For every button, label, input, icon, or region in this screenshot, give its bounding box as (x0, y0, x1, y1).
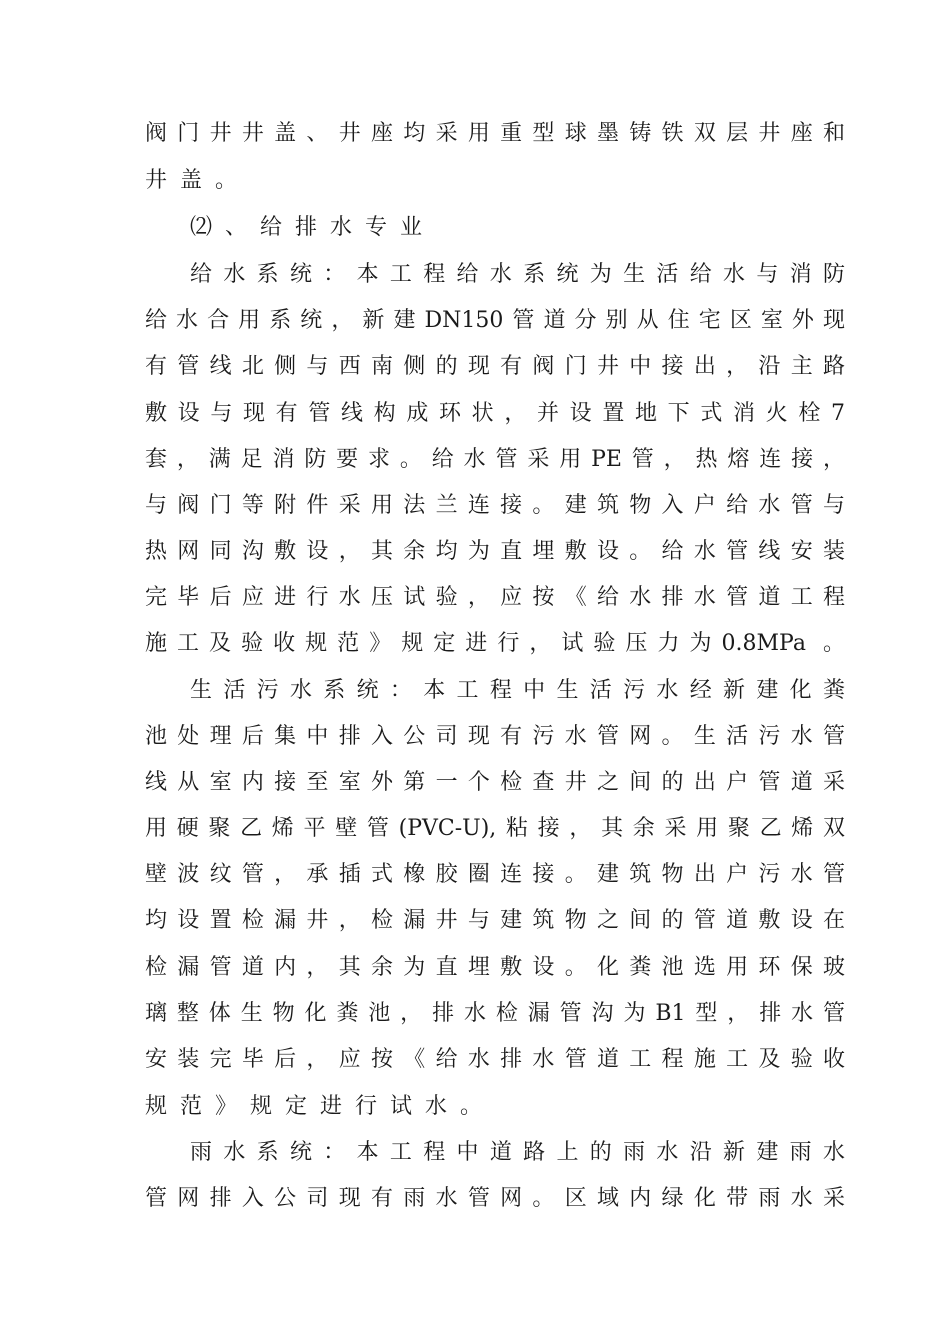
text-line: 雨水系统：本工程中道路上的雨水沿新建雨水 (190, 1140, 845, 1165)
text-line: 完毕后应进行水压试验，应按《给水排水管道工程 (145, 585, 845, 610)
text-line: 检漏管道内，其余为直埋敷设。化粪池选用环保玻 (145, 955, 845, 980)
text-line: 用硬聚乙烯平壁管(PVC-U),粘接，其余采用聚乙烯双 (145, 816, 845, 841)
text-line: 井盖。 (145, 168, 251, 193)
text-line: 规范》规定进行试水。 (145, 1094, 496, 1119)
text-line: 与阀门等附件采用法兰连接。建筑物入户给水管与 (145, 493, 845, 518)
text-line: 线从室内接至室外第一个检查井之间的出户管道采 (145, 770, 845, 795)
text-line: 施工及验收规范》规定进行，试验压力为0.8MPa 。 (145, 631, 845, 656)
text-line: 敷设与现有管线构成环状，并设置地下式消火栓7 (145, 401, 845, 426)
text-line: 管网排入公司现有雨水管网。区域内绿化带雨水采 (145, 1186, 845, 1211)
text-line: 安装完毕后，应按《给水排水管道工程施工及验收 (145, 1047, 845, 1072)
text-line: 套，满足消防要求。给水管采用PE管，热熔连接， (145, 447, 845, 472)
text-line: 池处理后集中排入公司现有污水管网。生活污水管 (145, 724, 845, 749)
text-line: 热网同沟敷设，其余均为直埋敷设。给水管线安装 (145, 539, 845, 564)
text-line: 均设置检漏井，检漏井与建筑物之间的管道敷设在 (145, 908, 845, 933)
text-line: 有管线北侧与西南侧的现有阀门井中接出，沿主路 (145, 354, 845, 379)
text-line: 阀门井井盖、井座均采用重型球墨铸铁双层井座和 (145, 121, 845, 146)
text-line: 给水合用系统，新建DN150管道分别从住宅区室外现 (145, 308, 845, 333)
text-line: 生活污水系统：本工程中生活污水经新建化粪 (190, 678, 845, 703)
text-line: 壁波纹管，承插式橡胶圈连接。建筑物出户污水管 (145, 862, 845, 887)
section-heading: ⑵、给排水专业 (190, 215, 436, 240)
text-line: 给水系统：本工程给水系统为生活给水与消防 (190, 262, 845, 287)
text-line: 璃整体生物化粪池，排水检漏管沟为B1型，排水管 (145, 1001, 845, 1026)
